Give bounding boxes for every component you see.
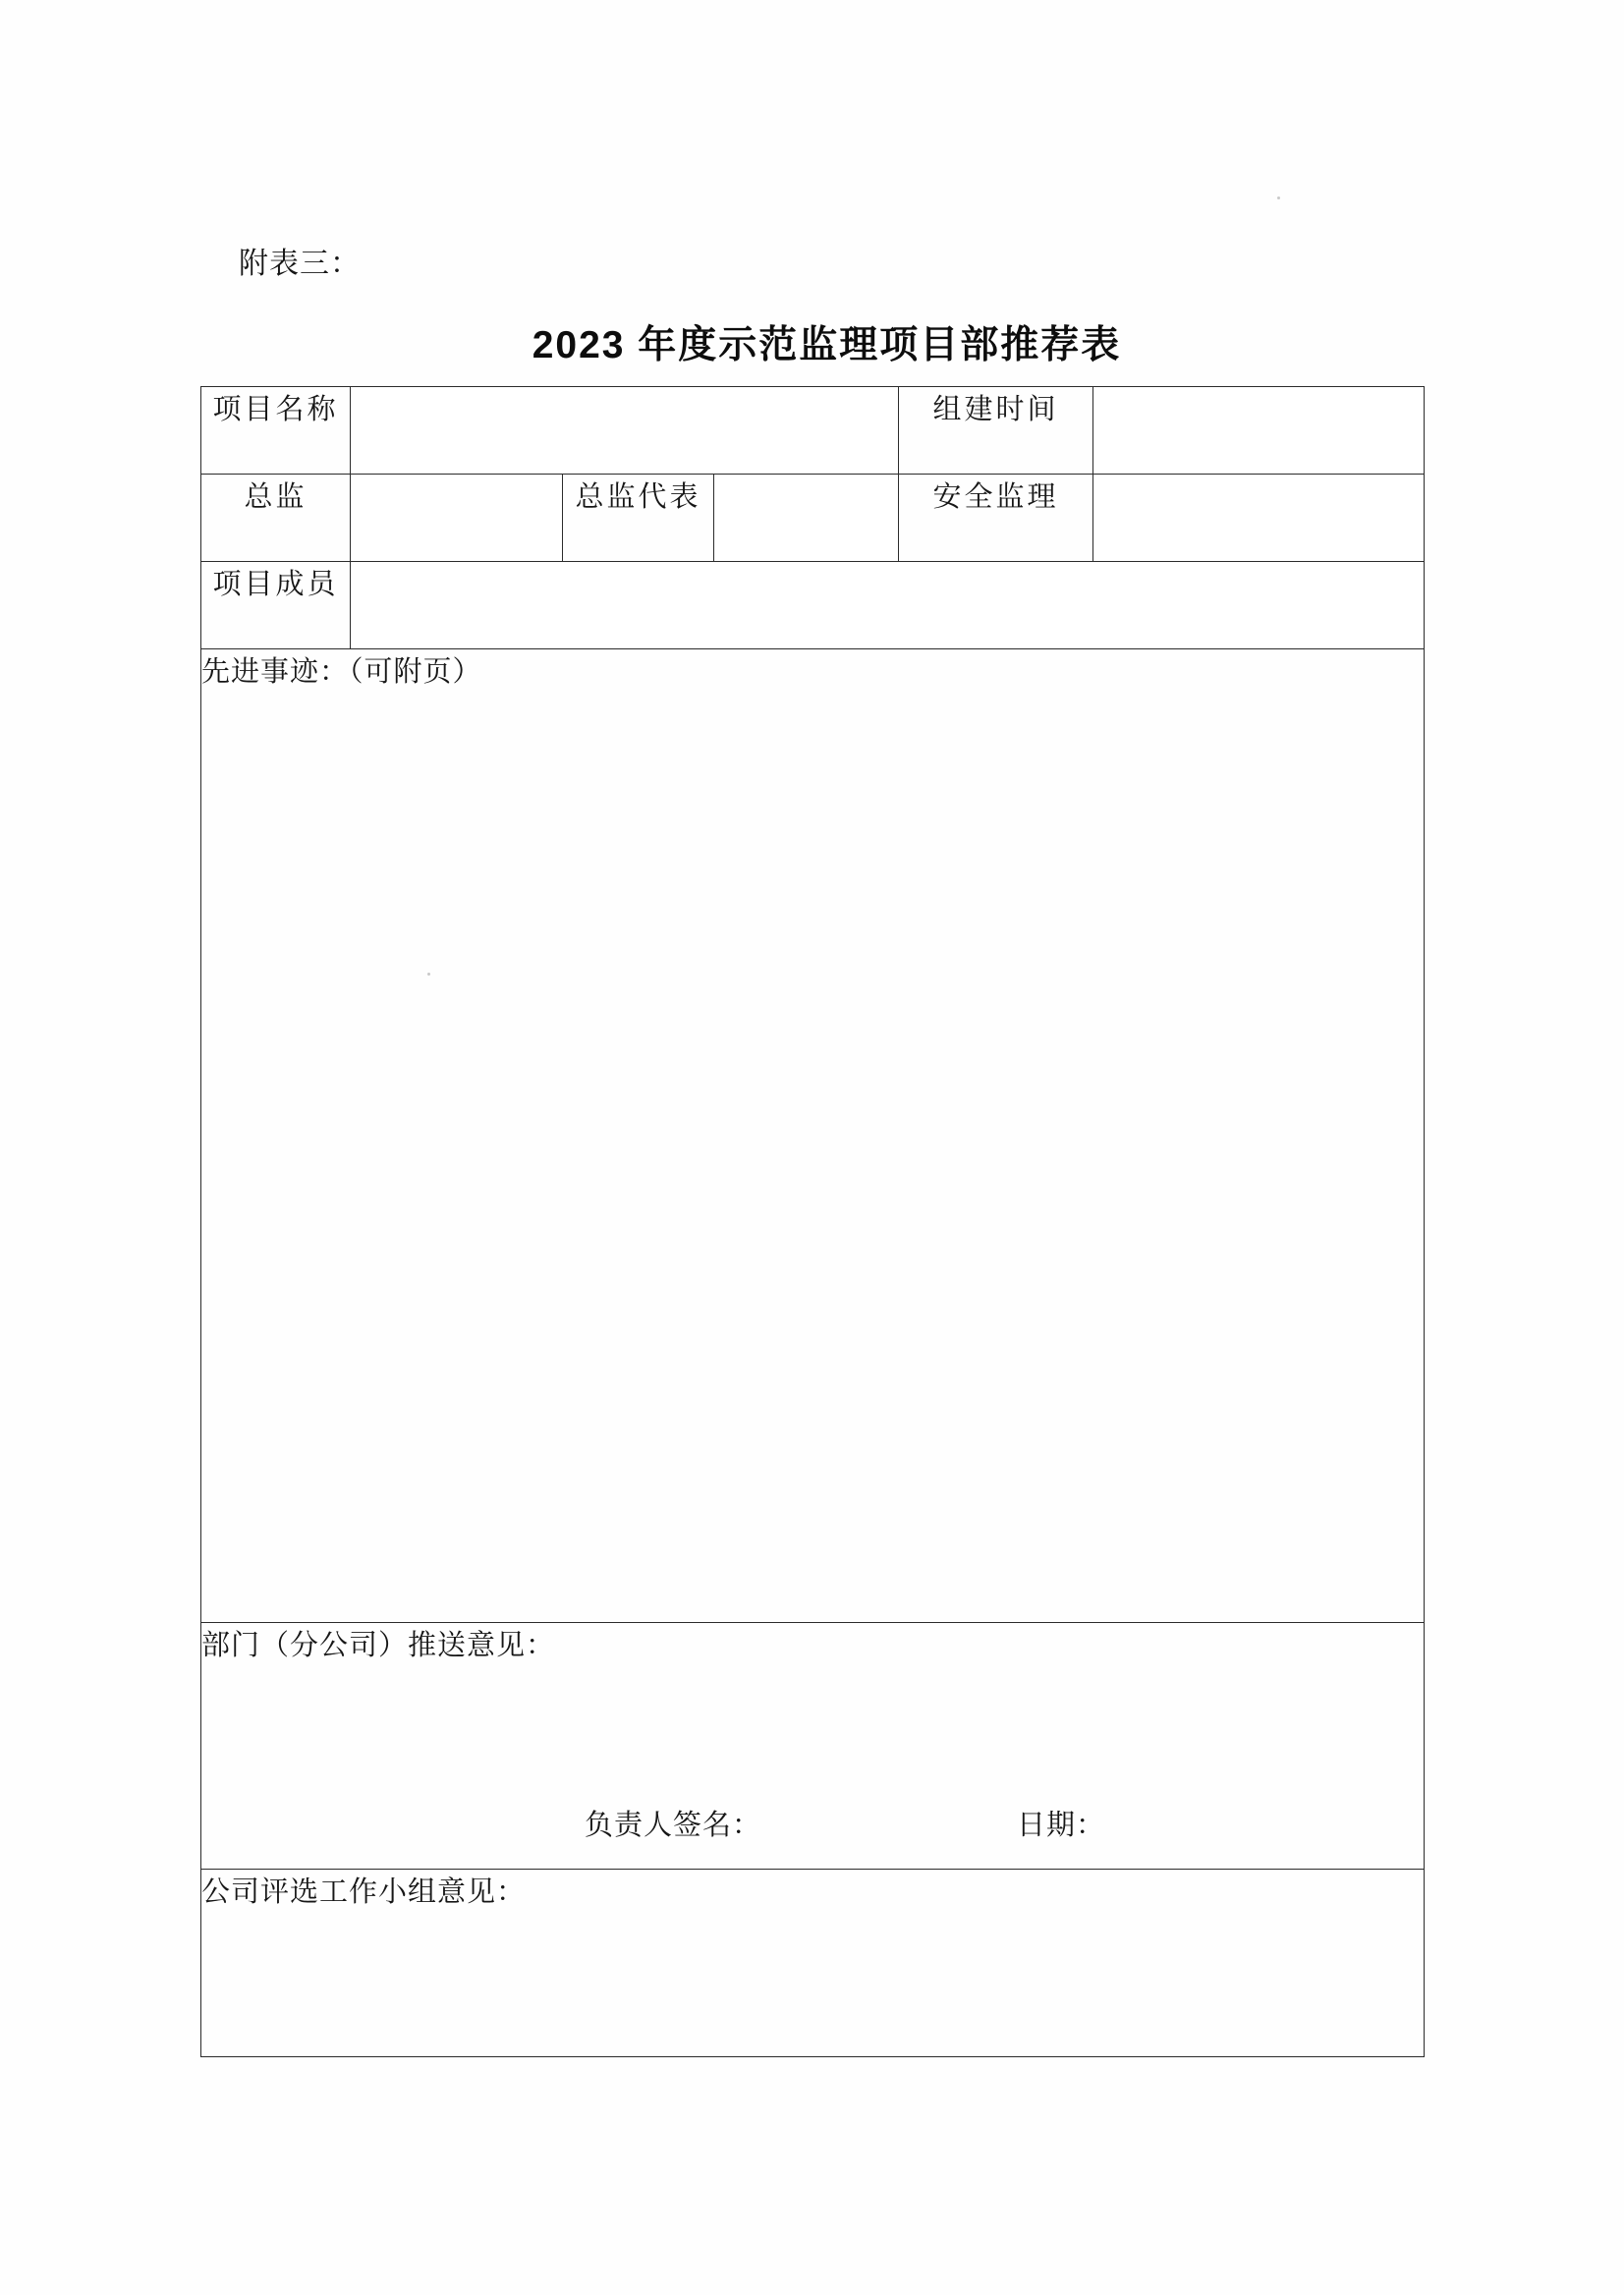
safety-supervisor-value[interactable] <box>1093 475 1425 562</box>
setup-time-value[interactable] <box>1093 387 1425 475</box>
attachment-label: 附表三： <box>239 248 361 280</box>
department-opinion-label: 部门（分公司）推送意见： <box>201 1630 556 1661</box>
department-opinion-cell[interactable] <box>201 1623 1425 1870</box>
table-row <box>201 562 1425 649</box>
advanced-deeds-cell[interactable] <box>201 649 1425 1623</box>
date-label: 日期： <box>1017 1810 1106 1841</box>
project-name-label: 项目名称 <box>201 387 351 475</box>
recommendation-form-table <box>200 386 1425 2057</box>
setup-time-label: 组建时间 <box>899 387 1093 475</box>
table-row <box>201 1623 1425 1870</box>
chief-supervisor-value[interactable] <box>351 475 563 562</box>
page-title <box>0 314 1624 369</box>
safety-supervisor-label: 安全监理 <box>899 475 1093 562</box>
signature-label: 负责人签名： <box>585 1810 762 1841</box>
selection-group-opinion-label: 公司评选工作小组意见： <box>201 1876 527 1908</box>
table-row <box>201 1870 1425 2057</box>
advanced-deeds-label: 先进事迹：（可附页） <box>201 656 482 688</box>
page-title-text: 2023 年度示范监理项目部推荐表 <box>532 324 1122 366</box>
project-name-value[interactable] <box>351 387 899 475</box>
chief-deputy-value[interactable] <box>714 475 899 562</box>
table-row <box>201 387 1425 475</box>
chief-deputy-label: 总监代表 <box>563 475 714 562</box>
scan-speck <box>1277 196 1280 199</box>
chief-supervisor-label: 总监 <box>201 475 351 562</box>
project-members-value[interactable] <box>351 562 1425 649</box>
project-members-label: 项目成员 <box>201 562 351 649</box>
selection-group-opinion-cell[interactable] <box>201 1870 1425 2057</box>
table-row <box>201 475 1425 562</box>
table-row <box>201 649 1425 1623</box>
